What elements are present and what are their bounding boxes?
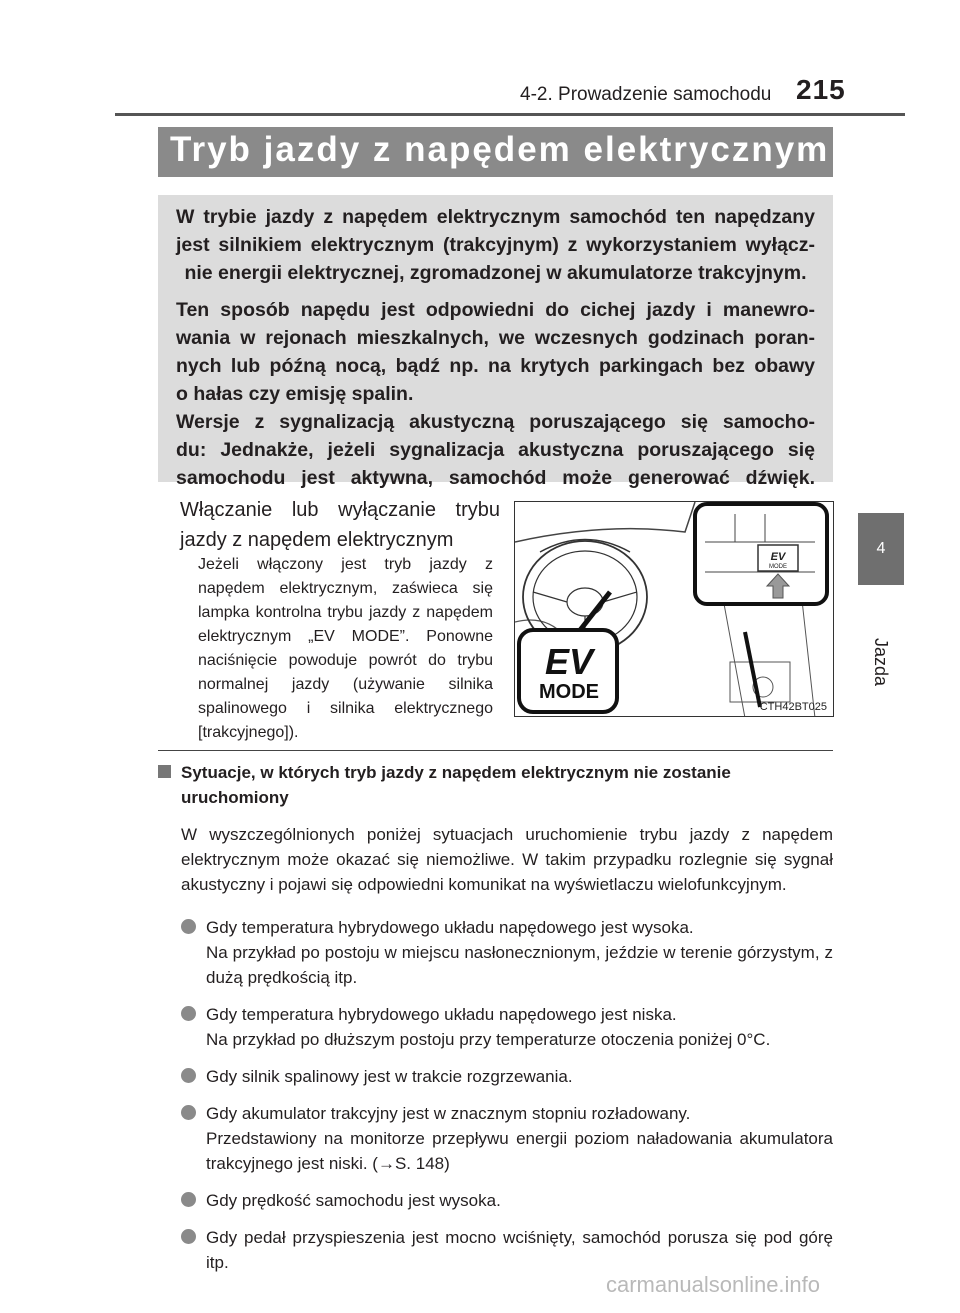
section-divider (158, 750, 833, 751)
intro-line: du: Jednakże, jeżeli sygnalizacja akustyczna poruszającego się (176, 439, 815, 461)
intro-line: wania w rejonach mieszkalnych, we wczesnych godzinach poran- (176, 327, 815, 349)
page-title: Tryb jazdy z napędem elektrycznym (170, 130, 830, 169)
list-item-detail: Na przykład po dłuższym postoju przy temperaturze otoczenia poniżej 0°C. (206, 1030, 771, 1049)
chapter-label (858, 598, 904, 687)
zoom-ev-label: EV (770, 551, 786, 563)
zoom-mode-label: MODE (769, 564, 787, 570)
list-item (181, 1188, 833, 1213)
list-item-title: Gdy prędkość samochodu jest wysoka. (206, 1191, 501, 1210)
list-item-detail: Na przykład po postoju w miejscu nasłonecznionym, jeździe w terenie górzystym, z dużą prędkością itp. (206, 943, 833, 987)
list-item (181, 1225, 833, 1275)
conditions-heading (158, 760, 833, 810)
circle-bullet-icon (181, 1229, 196, 1244)
list-item-title: Gdy temperatura hybrydowego układu napędowego jest niska. (206, 1005, 677, 1024)
circle-bullet-icon (181, 1006, 196, 1021)
ev-mode-figure (514, 501, 834, 717)
circle-bullet-icon (181, 919, 196, 934)
circle-bullet-icon (181, 1105, 196, 1120)
intro-line: samochodu jest aktywna, samochód może generować dźwięk. (176, 467, 815, 489)
watermark: carmanualsonline.info (606, 1272, 821, 1297)
switch-title-line: Włączanie lub wyłączanie trybu (180, 499, 500, 521)
list-item-title: Gdy temperatura hybrydowego układu napędowego jest wysoka. (206, 918, 694, 937)
switch-title-line: jazdy z napędem elektrycznym (180, 529, 454, 551)
circle-bullet-icon (181, 1192, 196, 1207)
callout-mode-label: MODE (539, 681, 599, 703)
conditions-list (181, 915, 833, 1287)
list-item (181, 1002, 833, 1052)
conditions-heading-line1: Sytuacje, w których tryb jazdy z napędem elektrycznym nie zostanie (181, 763, 731, 782)
circle-bullet-icon (181, 1068, 196, 1083)
intro-line: o hałas czy emisję spalin. (176, 383, 414, 405)
intro-line: Wersje z sygnalizacją akustyczną poruszającego się samocho- (176, 411, 815, 433)
square-bullet-icon (158, 765, 171, 778)
intro-line: nych lub późną nocą, bądź np. na krytych parkingach bez obawy (176, 355, 815, 377)
list-item (181, 1101, 833, 1176)
list-item (181, 1064, 833, 1089)
intro-line: W trybie jazdy z napędem elektrycznym samochód ten napędzany (176, 206, 815, 228)
header-rule (115, 113, 905, 116)
intro-line: Ten sposób napędu jest odpowiedni do cichej jazdy i manewro- (176, 299, 815, 321)
callout-ev-label: EV (544, 641, 594, 682)
list-item (181, 915, 833, 990)
intro-line: nie energii elektrycznej, zgromadzonej w akumulatorze trakcyjnym. (184, 262, 807, 284)
switch-description: Jeżeli włączony jest tryb jazdy z napędem elektrycznym, zaświeca się lampka kontrolna trybu jazdy z napędem elektrycznym „EV MODE”. Ponowne naciśnięcie powoduje powrót do trybu normalnej jazdy (używanie silnika spalinowego i silnika elektrycznego [trakcyjnego]). (198, 556, 493, 741)
intro-box (158, 195, 833, 489)
chapter-tab[interactable]: 4 (858, 513, 904, 585)
chapter-label-text: Jazda (871, 638, 891, 687)
list-item-title: Gdy akumulator trakcyjny jest w znacznym stopniu rozładowany. (206, 1104, 691, 1123)
figure-code: CTH42BT025 (759, 701, 827, 713)
intro-line: jest silnikiem elektrycznym (trakcyjnym) z wykorzystaniem wyłącz- (176, 234, 815, 256)
dashboard-illustration (515, 502, 834, 717)
list-item-title: Gdy pedał przyspieszenia jest mocno wciśnięty, samochód porusza się pod górę itp. (206, 1228, 833, 1272)
switch-title (180, 495, 500, 555)
conditions-body: W wyszczególnionych poniżej sytuacjach uruchomienie trybu jazdy z napędem elektrycznym może okazać się niemożliwe. W takim przypadku rozlegnie się sygnał akustyczny i pojawi się odpowiedni komunikat na wyświetlaczu wielofunkcyjnym. (181, 825, 833, 894)
page-number: 215 (796, 74, 846, 105)
section-header: 4-2. Prowadzenie samochodu (520, 84, 772, 105)
page-title-bar (158, 127, 833, 177)
list-item-title: Gdy silnik spalinowy jest w trakcie rozgrzewania. (206, 1067, 573, 1086)
list-item-detail: Przedstawiony na monitorze przepływu energii poziom naładowania akumulatora trakcyjnego jest niski. (→S. 148) (206, 1129, 833, 1173)
conditions-heading-line2: uruchomiony (181, 788, 289, 807)
